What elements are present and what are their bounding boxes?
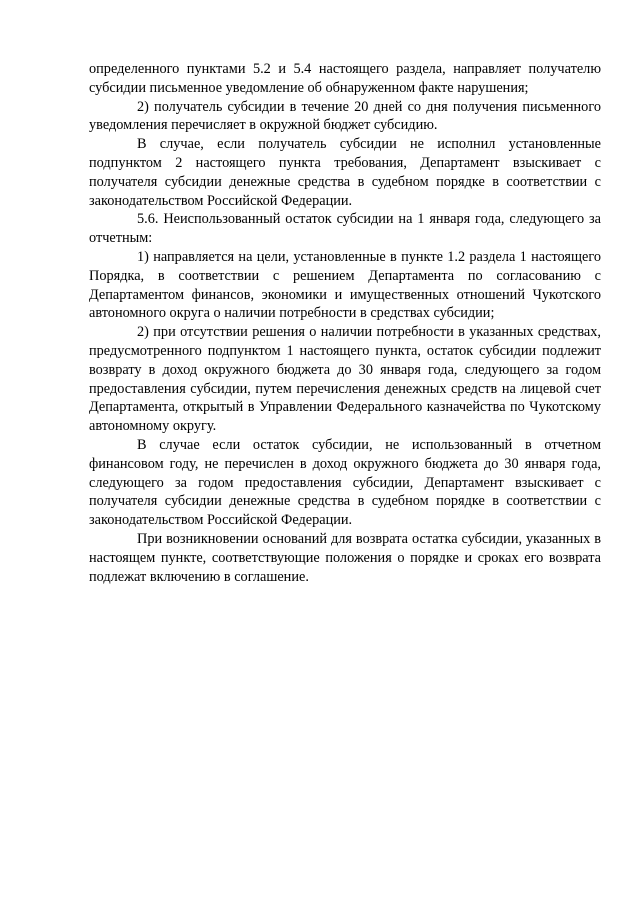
paragraph-unreturned-balance: В случае если остаток субсидии, не использованный в отчетном финансовом году, не перечислен в доход окружного бюджета до 30 января года, следующего за годом предоставления субсидии, Департамент взыскивает с получателя субсидии денежные средства в судебном порядке в соответствии с законодательством Российской Федерации. [89, 436, 601, 529]
paragraph-item-2-return: 2) получатель субсидии в течение 20 дней со дня получения письменного уведомления перечисляет в окружной бюджет субсидию. [89, 98, 601, 134]
paragraph-continuation: определенного пунктами 5.2 и 5.4 настоящего раздела, направляет получателю субсидии письменное уведомление об обнаруженном факте нарушения; [89, 61, 601, 96]
paragraph-item-2-refund: 2) при отсутствии решения о наличии потребности в указанных средствах, предусмотренного подпунктом 1 настоящего пункта, остаток субсидии подлежит возврату в доход окружного бюджета до 30 января года, следующего за годом предоставления субсидии, путем перечисления денежных средств на лицевой счет Департамента, открытый в Управлении Федерального казначейства по Чукотскому автономному округу. [89, 324, 601, 435]
paragraph-agreement-inclusion: При возникновении оснований для возврата остатка субсидии, указанных в настоящем пункте, соответствующие положения о порядке и сроках его возврата подлежат включению в соглашение. [89, 530, 601, 585]
paragraph-5-6-heading: 5.6. Неиспользованный остаток субсидии на 1 января года, следующего за отчетным: [89, 211, 601, 247]
paragraph-item-1-purpose: 1) направляется на цели, установленные в пункте 1.2 раздела 1 настоящего Порядка, в соответствии с решением Департамента по согласованию с Департаментом финансов, экономики и имущественных отношений Чукотского автономного округа о наличии потребности в средствах субсидии; [89, 248, 601, 322]
document-body [89, 60, 601, 586]
paragraph-court-recovery: В случае, если получатель субсидии не исполнил установленные подпунктом 2 настоящего пункта требования, Департамент взыскивает с получателя субсидии денежные средства в судебном порядке в соответствии с законодательством Российской Федерации. [89, 136, 601, 209]
